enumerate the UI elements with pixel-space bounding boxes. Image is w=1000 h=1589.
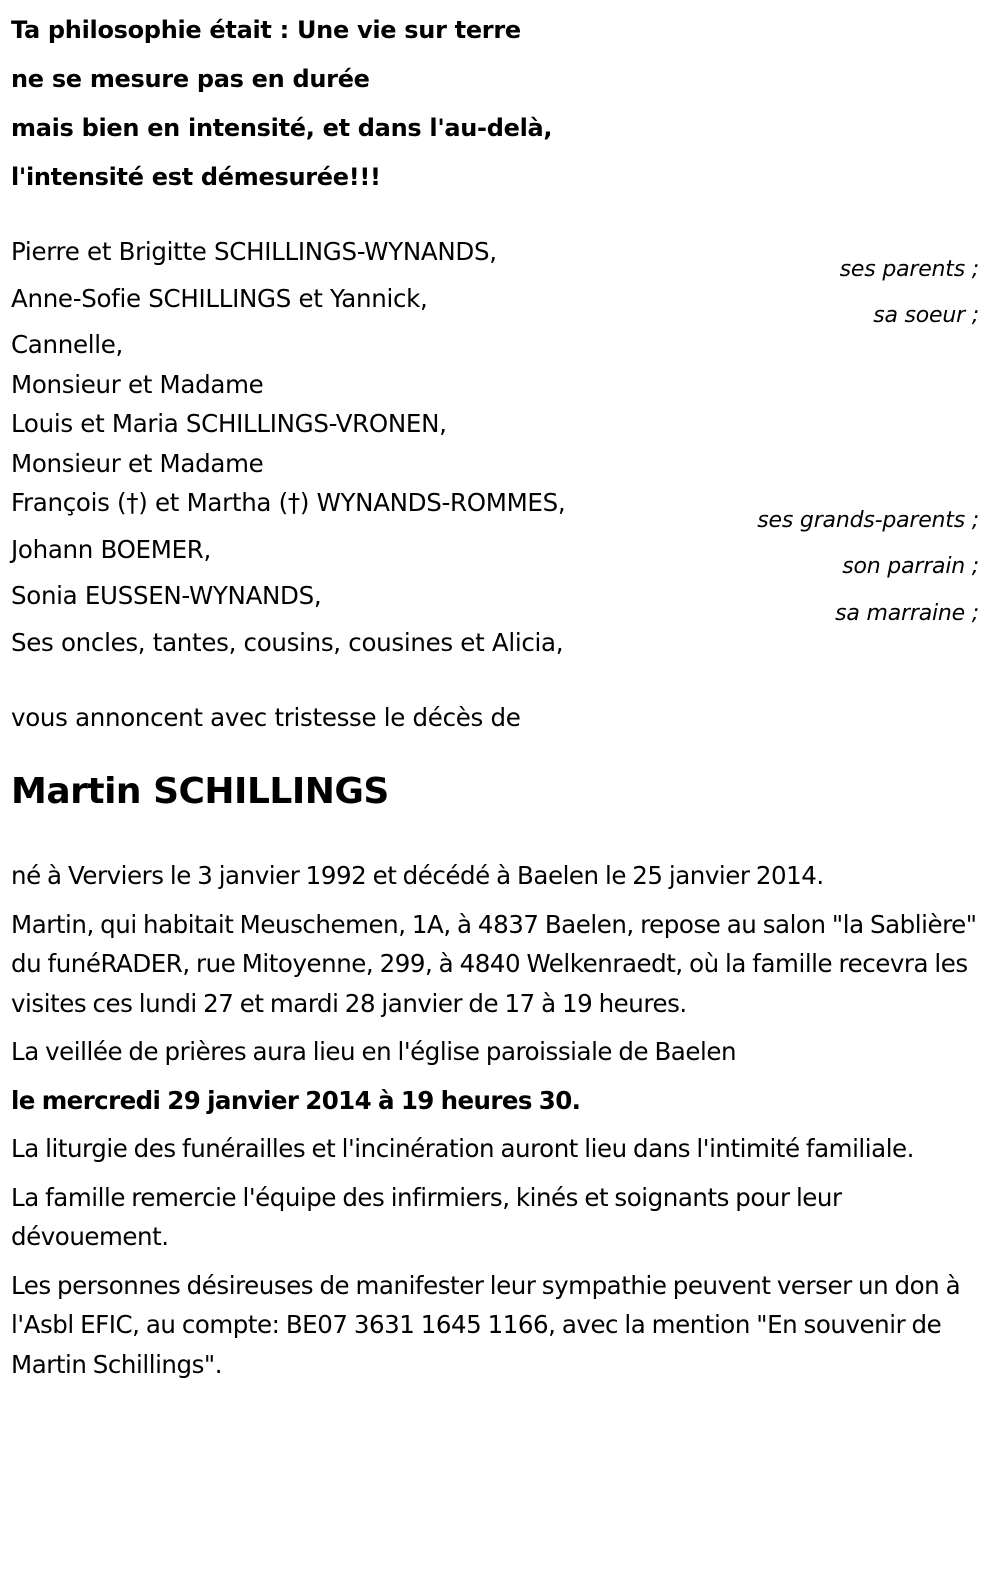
motto-quote <box>11 0 979 202</box>
funeral-info: La liturgie des funérailles et l'incinération auront lieu dans l'intimité familiale. <box>11 1134 915 1163</box>
family-group-sister <box>11 279 979 328</box>
family-name: François (†) et Martha (†) WYNANDS-ROMMES, <box>11 488 566 517</box>
motto-line: Ta philosophie était : Une vie sur terre <box>11 16 521 44</box>
family-name: Pierre et Brigitte SCHILLINGS-WYNANDS, <box>11 237 497 266</box>
family-name: Anne-Sofie SCHILLINGS et Yannick, <box>11 283 428 313</box>
family-name: Cannelle, <box>11 330 124 359</box>
donation-info: Les personnes désireuses de manifester leur sympathie peuvent verser un don à l'Asbl EFIC, au compte: BE07 3631 1645 1166, avec la mention "En souvenir de Martin Schillings". <box>11 1270 961 1379</box>
family-role: ses parents ; <box>839 256 979 282</box>
family-role: sa marraine ; <box>835 600 979 626</box>
motto-line: ne se mesure pas en durée <box>11 65 370 93</box>
announcement-text: vous annoncent avec tristesse le décès de <box>11 703 521 732</box>
family-group-godmother <box>11 576 979 625</box>
family-name: Monsieur et Madame <box>11 448 264 478</box>
vigil-datetime: le mercredi 29 janvier 2014 à 19 heures 30. <box>11 1085 581 1115</box>
vigil-info: La veillée de prières aura lieu en l'église paroissiale de Baelen <box>11 1037 737 1066</box>
birth-death-info: né à Verviers le 3 janvier 1992 et décédé à Baelen le 25 janvier 2014. <box>11 861 824 890</box>
deceased-name: Martin SCHILLINGS <box>11 771 389 812</box>
family-group-godfather <box>11 530 979 579</box>
thanks-info: La famille remercie l'équipe des infirmiers, kinés et soignants pour leur dévouement. <box>11 1182 842 1251</box>
family-group-grandparents <box>11 325 979 532</box>
visitation-info: Martin, qui habitait Meuschemen, 1A, à 4837 Baelen, repose au salon "la Sablière" du funéRADER, rue Mitoyenne, 299, à 4840 Welkenraedt, où la famille recevra les visites ces lundi 27 et mardi 28 janvier de 17 à 19 heures. <box>11 909 977 1018</box>
family-name: Sonia EUSSEN-WYNANDS, <box>11 581 322 610</box>
obituary-page <box>11 0 979 1393</box>
family-role: sa soeur ; <box>873 303 979 328</box>
family-role: ses grands-parents ; <box>757 507 979 533</box>
family-name: Johann BOEMER, <box>11 534 211 564</box>
motto-line: l'intensité est démesurée!!! <box>11 163 381 191</box>
obituary-details <box>11 856 979 1384</box>
family-name: Louis et Maria SCHILLINGS-VRONEN, <box>11 409 447 438</box>
family-name: Ses oncles, tantes, cousins, cousines et Alicia, <box>11 627 564 657</box>
family-group-relatives <box>11 623 979 663</box>
family-group-parents <box>11 232 979 281</box>
family-name: Monsieur et Madame <box>11 369 264 399</box>
motto-line: mais bien en intensité, et dans l'au-delà, <box>11 114 553 142</box>
family-role: son parrain ; <box>842 554 979 579</box>
family-list <box>11 232 979 662</box>
